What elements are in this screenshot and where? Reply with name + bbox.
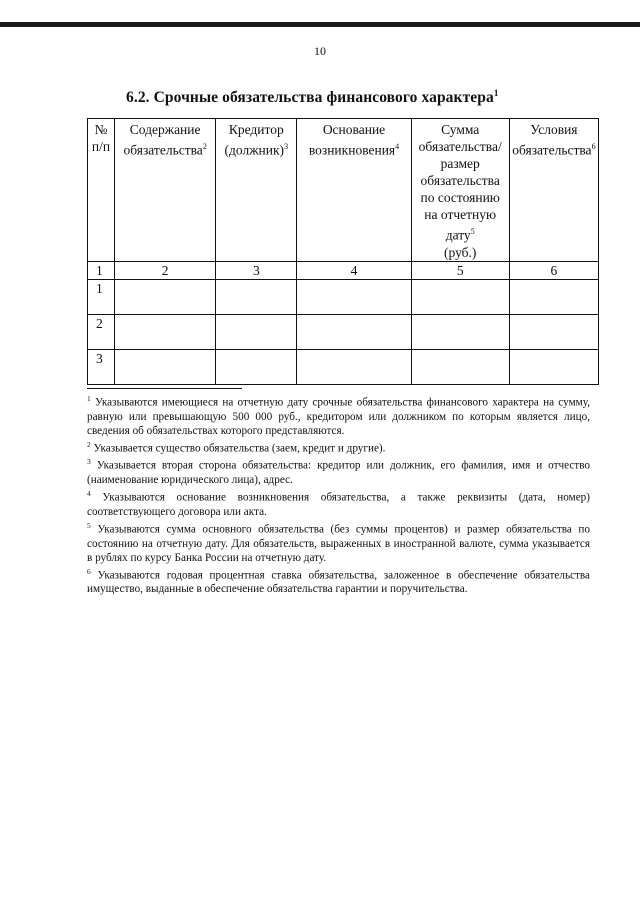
header-line: Содержание bbox=[129, 122, 201, 137]
footnote-mark: 4 bbox=[87, 489, 91, 499]
row-number: 2 bbox=[88, 314, 115, 349]
header-line: Сумма bbox=[441, 122, 480, 137]
section-title-footnote-mark: 1 bbox=[493, 88, 499, 98]
footnote-6 bbox=[87, 565, 590, 597]
header-line: (должник) bbox=[224, 142, 285, 158]
header-cell-creditor bbox=[216, 119, 297, 262]
table-row bbox=[88, 314, 599, 349]
column-number: 5 bbox=[411, 261, 509, 279]
page-number: 10 bbox=[314, 44, 326, 58]
header-line: обязательства bbox=[420, 173, 500, 188]
footnote-text: Указывается существо обязательства (заем, кредит и другие). bbox=[93, 442, 386, 455]
header-footnote-mark: 2 bbox=[202, 142, 207, 151]
header-footnote-mark: 5 bbox=[470, 227, 475, 236]
table-cell bbox=[115, 349, 216, 384]
column-number-row bbox=[88, 261, 599, 279]
obligations-table bbox=[87, 118, 599, 385]
table-cell bbox=[115, 314, 216, 349]
column-number: 2 bbox=[115, 261, 216, 279]
header-footnote-mark: 4 bbox=[395, 142, 400, 151]
table-cell bbox=[297, 279, 411, 314]
table-cell bbox=[216, 314, 297, 349]
header-line: обязательства bbox=[123, 142, 203, 158]
footnote-mark: 2 bbox=[87, 439, 91, 449]
footnote-mark: 6 bbox=[87, 566, 91, 576]
header-line: (руб.) bbox=[444, 244, 477, 260]
header-line: размер bbox=[440, 156, 480, 171]
table-row bbox=[88, 349, 599, 384]
footnote-text: Указываются основание возникновения обязательства, а также реквизиты (дата, номер) соответствующего договора или акта. bbox=[87, 491, 590, 518]
footnotes bbox=[87, 392, 590, 596]
footnote-text: Указываются имеющиеся на отчетную дату срочные обязательства финансового характера на сумму, равную или превышающую 500 000 руб., кредитором или должником по которым является лицо, сведения об обязательствах которого представляются. bbox=[87, 396, 590, 437]
footnote-text: Указываются сумма основного обязательства (без суммы процентов) и размер обязательства по состоянию на отчетную дату. Для обязательств, выраженных в иностранной валюте, сумма указывается в рублях по курсу Банка России на отчетную дату. bbox=[87, 523, 591, 564]
table-cell bbox=[411, 314, 509, 349]
footnote-mark: 5 bbox=[87, 520, 91, 530]
header-line: обязательства/ bbox=[418, 139, 502, 154]
header-line: Условия bbox=[530, 122, 578, 137]
header-cell-basis bbox=[297, 119, 411, 262]
header-line: № bbox=[94, 122, 108, 137]
column-number: 3 bbox=[216, 261, 297, 279]
row-number: 1 bbox=[88, 279, 115, 314]
table-row bbox=[88, 279, 599, 314]
table-cell bbox=[411, 279, 509, 314]
header-line: по состоянию bbox=[420, 190, 500, 205]
table-cell bbox=[216, 279, 297, 314]
footnote-text: Указываются годовая процентная ставка обязательства, заложенное в обеспечение обязательства имущество, выданные в обеспечение обязательства гарантии и поручительства. bbox=[87, 569, 591, 596]
table-header-row bbox=[88, 119, 599, 262]
header-cell-number bbox=[88, 119, 115, 262]
header-footnote-mark: 3 bbox=[284, 142, 289, 151]
table-cell bbox=[509, 349, 598, 384]
header-cell-conditions bbox=[509, 119, 598, 262]
footnote-mark: 3 bbox=[87, 457, 91, 467]
column-number: 4 bbox=[297, 261, 411, 279]
column-number: 1 bbox=[88, 261, 115, 279]
footnote-text: Указывается вторая сторона обязательства: кредитор или должник, его фамилия, имя и отчество (наименование юридического лица), адрес. bbox=[87, 460, 590, 487]
table-cell bbox=[216, 349, 297, 384]
header-line: возникновения bbox=[308, 142, 396, 158]
footnote-mark: 1 bbox=[87, 394, 91, 403]
table-cell bbox=[297, 314, 411, 349]
header-line: дату bbox=[445, 227, 471, 243]
header-cell-content bbox=[115, 119, 216, 262]
section-title-text: 6.2. Срочные обязательства финансового характера bbox=[126, 89, 494, 107]
row-number: 3 bbox=[88, 349, 115, 384]
column-number: 6 bbox=[509, 261, 598, 279]
header-line: на отчетную bbox=[424, 207, 497, 222]
footnote-2 bbox=[87, 438, 590, 456]
header-line: Основание bbox=[322, 122, 386, 137]
footnote-4 bbox=[87, 487, 590, 519]
table-cell bbox=[297, 349, 411, 384]
footnote-5 bbox=[87, 519, 590, 565]
table-cell bbox=[509, 314, 598, 349]
table-cell bbox=[115, 279, 216, 314]
header-line: обязательства bbox=[512, 142, 592, 158]
header-line: Кредитор bbox=[228, 122, 284, 137]
header-footnote-mark: 6 bbox=[591, 142, 596, 151]
footnote-separator bbox=[87, 388, 242, 389]
footnote-1 bbox=[87, 392, 590, 438]
header-cell-amount bbox=[411, 119, 509, 262]
top-border-rule bbox=[0, 22, 640, 27]
header-line: п/п bbox=[91, 139, 111, 154]
footnote-3 bbox=[87, 455, 590, 487]
section-title bbox=[126, 88, 498, 107]
table-cell bbox=[411, 349, 509, 384]
table-cell bbox=[509, 279, 598, 314]
